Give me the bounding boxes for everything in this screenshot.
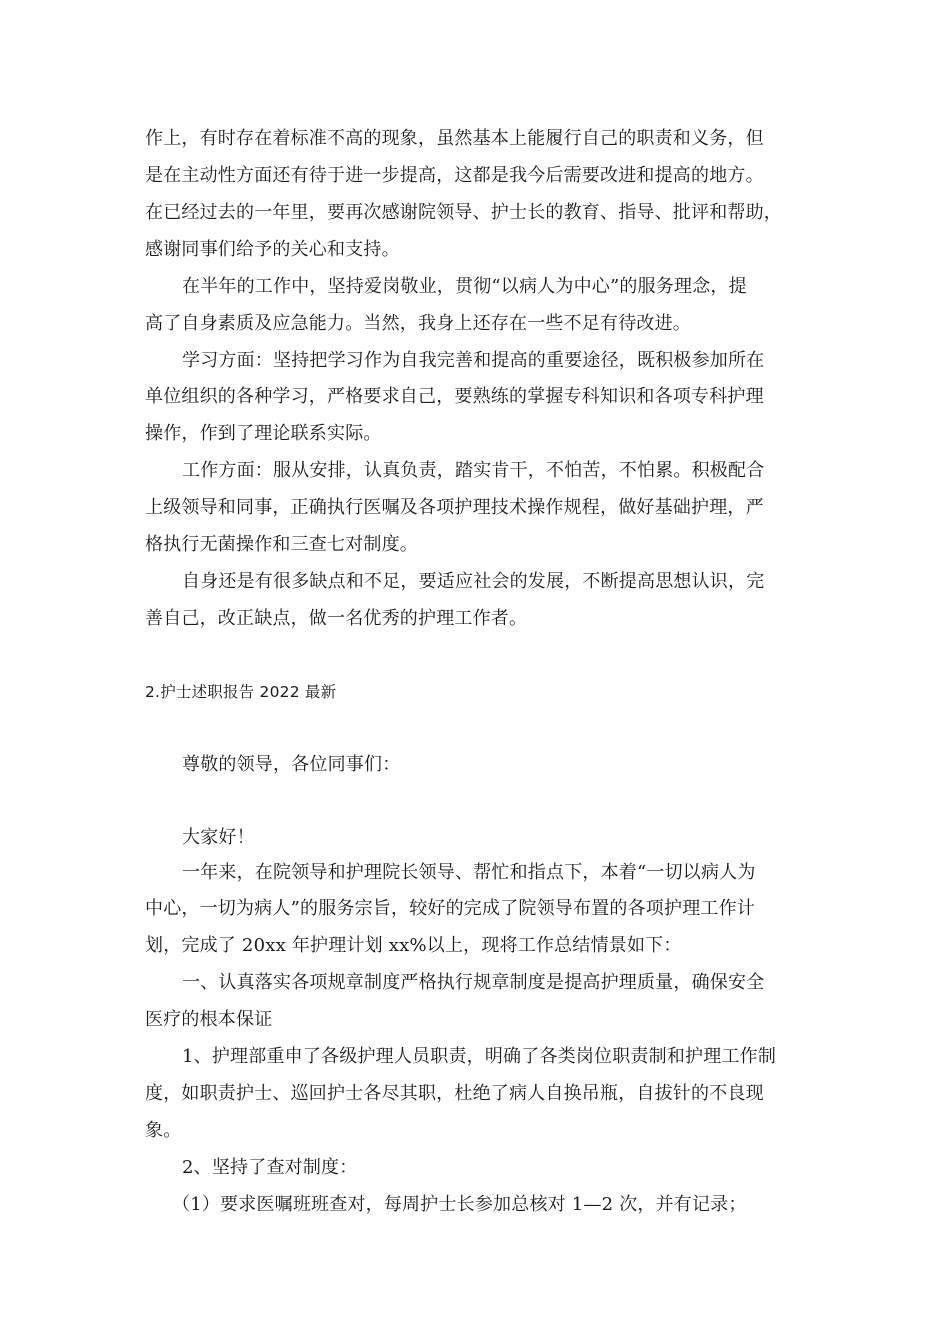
salutation: 尊敬的领导，各位同事们： xyxy=(182,754,401,775)
paragraph-line: 在已经过去的一年里，要再次感谢院领导、护士长的教育、指导、批评和帮助， xyxy=(145,202,782,223)
paragraph-line: 作上，有时存在着标准不高的现象，虽然基本上能履行自己的职责和义务，但 xyxy=(145,128,764,149)
paragraph-line: 2、坚持了查对制度： xyxy=(182,1157,358,1178)
paragraph-line: 是在主动性方面还有待于进一步提高，这都是我今后需要改进和提高的地方。 xyxy=(145,165,764,186)
greeting: 大家好！ xyxy=(182,827,255,848)
paragraph-line: 在半年的工作中，坚持爱岗敬业，贯彻“以病人为中心”的服务理念，提 xyxy=(182,276,747,297)
paragraph-line: 医疗的根本保证 xyxy=(145,1009,273,1030)
paragraph-line: 象。 xyxy=(145,1120,182,1141)
section-heading: 2.护士述职报告 2022 最新 xyxy=(145,683,337,701)
paragraph-line: 操作，作到了理论联系实际。 xyxy=(145,423,382,444)
paragraph-line: 善自己，改正缺点，做一名优秀的护理工作者。 xyxy=(145,608,528,629)
paragraph-line: 感谢同事们给予的关心和支持。 xyxy=(145,239,400,260)
paragraph-line: 学习方面：坚持把学习作为自我完善和提高的重要途径，既积极参加所在 xyxy=(182,350,765,371)
paragraph-line: 一年来，在院领导和护理院长领导、帮忙和指点下，本着“一切以病人为 xyxy=(182,862,756,883)
paragraph-line: 自身还是有很多缺点和不足，要适应社会的发展，不断提高思想认识，完 xyxy=(182,571,765,592)
paragraph-line: 1、护理部重申了各级护理人员职责，明确了各类岗位职责制和护理工作制 xyxy=(182,1046,777,1067)
paragraph-line: 格执行无菌操作和三查七对制度。 xyxy=(145,534,418,555)
paragraph-line: 工作方面：服从安排，认真负责，踏实肯干，不怕苦，不怕累。积极配合 xyxy=(182,460,765,481)
paragraph-line: 高了自身素质及应急能力。当然，我身上还存在一些不足有待改进。 xyxy=(145,313,691,334)
paragraph-line: 上级领导和同事，正确执行医嘱及各项护理技术操作规程，做好基础护理，严 xyxy=(145,497,764,518)
paragraph-line: 中心，一切为病人”的服务宗旨，较好的完成了院领导布置的各项护理工作计 xyxy=(145,898,755,919)
paragraph-line: 一、认真落实各项规章制度严格执行规章制度是提高护理质量，确保安全 xyxy=(182,972,765,993)
paragraph-line: 度，如职责护士、巡回护士各尽其职，杜绝了病人自换吊瓶，自拔针的不良现 xyxy=(145,1083,764,1104)
paragraph-line: 单位组织的各种学习，严格要求自己，要熟练的掌握专科知识和各项专科护理 xyxy=(145,386,764,407)
paragraph-line: 划，完成了 20xx 年护理计划 xx%以上，现将工作总结情景如下： xyxy=(145,935,682,956)
paragraph-line: （1）要求医嘱班班查对，每周护士长参加总核对 1—2 次，并有记录； xyxy=(172,1194,747,1215)
